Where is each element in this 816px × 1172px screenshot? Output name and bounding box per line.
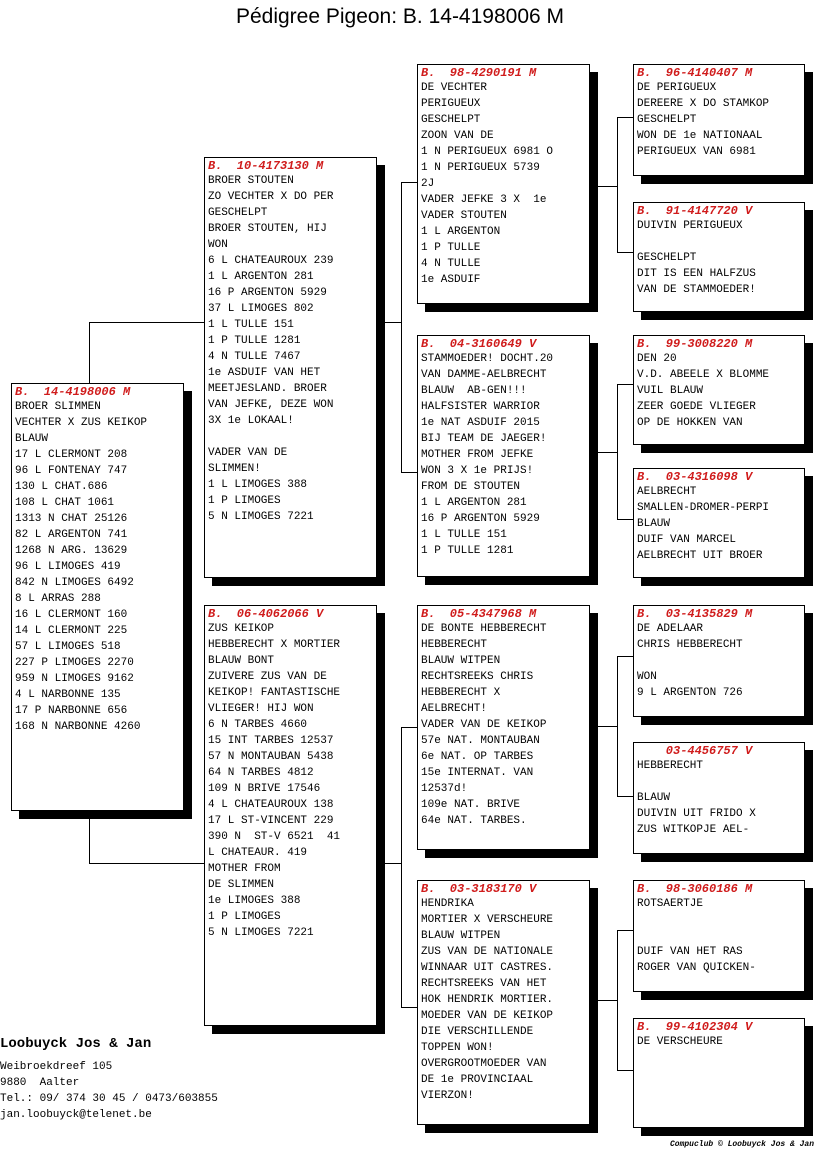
page-title: Pédigree Pigeon: B. 14-4198006 M <box>235 5 565 28</box>
pigeon-info-line <box>637 928 802 944</box>
pigeon-info-line: 1 N PERIGUEUX 5739 <box>421 162 540 174</box>
owner-city: 9880 Aalter <box>0 1077 80 1089</box>
pigeon-info-line: GESCHELPT <box>637 114 697 126</box>
pigeon-card-fmf[interactable] <box>633 335 805 445</box>
connector-line <box>617 930 618 1070</box>
ring-number: B. 99-3008220 M <box>637 337 753 351</box>
pigeon-info-line: VAN DE STAMMOEDER! <box>637 284 756 296</box>
connector-line <box>617 1070 633 1071</box>
pigeon-info-line: 5 N LIMOGES 7221 <box>208 927 314 939</box>
pigeon-info-line: VADER JEFKE 3 X 1e <box>421 194 547 206</box>
pigeon-info-line: WON <box>637 671 657 683</box>
ring-number: B. 14-4198006 M <box>15 385 131 399</box>
pigeon-info-line: 109e NAT. BRIVE <box>421 799 521 811</box>
pigeon-info-line: GESCHELPT <box>637 252 697 264</box>
pigeon-info-line: MOTHER FROM <box>208 863 281 875</box>
pigeon-info-line: BLAUW <box>637 518 671 530</box>
connector-line <box>617 117 633 118</box>
pigeon-info-line: HENDRIKA <box>421 898 474 910</box>
pigeon-info-line: 3X 1e LOKAAL! <box>208 415 294 427</box>
pigeon-info-line: DE SLIMMEN <box>208 879 275 891</box>
pigeon-info-line: 130 L CHAT.686 <box>15 481 108 493</box>
ring-number: B. 98-4290191 M <box>421 66 537 80</box>
ring-number: B. 04-3160649 V <box>421 337 537 351</box>
pigeon-info-line: ZUIVERE ZUS VAN DE <box>208 671 327 683</box>
pigeon-info-line: DUIF VAN MARCEL <box>637 534 737 546</box>
pigeon-info-line: 16 P ARGENTON 5929 <box>421 513 540 525</box>
pigeon-info-line: TOPPEN WON! <box>421 1042 494 1054</box>
pigeon-info-line: 6e NAT. OP TARBES <box>421 751 534 763</box>
connector-line <box>617 519 633 520</box>
pigeon-info-line: BLAUW <box>15 433 49 445</box>
pigeon-info-line: 15e INTERNAT. VAN <box>421 767 534 779</box>
pigeon-info-line: 15 INT TARBES 12537 <box>208 735 334 747</box>
pigeon-info-line: VAN DAMME-AELBRECHT <box>421 369 547 381</box>
pigeon-info-line: VECHTER X ZUS KEIKOP <box>15 417 148 429</box>
pigeon-info-line: 57 L LIMOGES 518 <box>15 641 121 653</box>
owner-phone: Tel.: 09/ 374 30 45 / 0473/603855 <box>0 1093 218 1105</box>
pigeon-info-line: 96 L LIMOGES 419 <box>15 561 121 573</box>
pigeon-info-line: 1313 N CHAT 25126 <box>15 513 128 525</box>
pigeon-info-line: BLAUW BONT <box>208 655 275 667</box>
pigeon-info-line: ZEER GOEDE VLIEGER <box>637 401 756 413</box>
pigeon-info-line: DUIVIN PERIGUEUX <box>637 220 743 232</box>
connector-line <box>598 452 617 453</box>
pigeon-card-mmm[interactable] <box>633 1018 805 1128</box>
pigeon-info-line: HOK HENDRIK MORTIER. <box>421 994 554 1006</box>
pigeon-info-line: 108 L CHAT 1061 <box>15 497 115 509</box>
pigeon-info-line: 12537d! <box>421 783 468 795</box>
connector-line <box>401 727 417 728</box>
pigeon-info-line: DUIF VAN HET RAS <box>637 946 743 958</box>
pigeon-info-line: 4 L CHATEAUROUX 138 <box>208 799 334 811</box>
pigeon-info-line: VIERZON! <box>421 1090 474 1102</box>
pigeon-info-line: 64e NAT. TARBES. <box>421 815 527 827</box>
pigeon-info-line: 14 L CLERMONT 225 <box>15 625 128 637</box>
pigeon-info-line: OVERGROOTMOEDER VAN <box>421 1058 547 1070</box>
footer-credit: Compuclub © Loobuyck Jos & Jan <box>669 1140 814 1149</box>
pigeon-info-line: BLAUW WITPEN <box>421 655 501 667</box>
pigeon-info-line: V.D. ABEELE X BLOMME <box>637 369 770 381</box>
pigeon-info-line: ZUS WITKOPJE AEL- <box>637 824 750 836</box>
pigeon-info-line: MOEDER VAN DE KEIKOP <box>421 1010 554 1022</box>
pigeon-info-line <box>208 429 374 445</box>
ring-number: B. 05-4347968 M <box>421 607 537 621</box>
connector-line <box>376 322 401 323</box>
ring-number: B. 99-4102304 V <box>637 1020 753 1034</box>
pigeon-info-line: SMALLEN-DROMER-PERPI <box>637 502 770 514</box>
connector-line <box>401 182 402 472</box>
pigeon-info-line: 6 L CHATEAUROUX 239 <box>208 255 334 267</box>
pigeon-info-line: OP DE HOKKEN VAN <box>637 417 743 429</box>
pigeon-info-line: ZUS KEIKOP <box>208 623 275 635</box>
pigeon-info-line: BROER STOUTEN, HIJ <box>208 223 327 235</box>
pigeon-info-line: CHRIS HEBBERECHT <box>637 639 743 651</box>
pigeon-info-line: 1 L TULLE 151 <box>421 529 507 541</box>
pigeon-info-line <box>637 912 802 928</box>
pigeon-info-line: 4 N TULLE 7467 <box>208 351 301 363</box>
pigeon-card-father[interactable] <box>204 157 377 578</box>
pigeon-info-line: 17 L CLERMONT 208 <box>15 449 128 461</box>
connector-line <box>376 863 401 864</box>
pigeon-info-line: 390 N ST-V 6521 41 <box>208 831 341 843</box>
pigeon-info-line: RECHTSREEKS VAN HET <box>421 978 547 990</box>
pigeon-card-mff[interactable] <box>633 605 805 717</box>
pigeon-info-line: HEBBERECHT <box>421 639 488 651</box>
pigeon-info-line <box>637 774 802 790</box>
ring-number: B. 10-4173130 M <box>208 159 324 173</box>
pigeon-info-line: 17 P NARBONNE 656 <box>15 705 128 717</box>
connector-line <box>89 322 90 384</box>
ring-number: B. 91-4147720 V <box>637 204 753 218</box>
pigeon-info-line: AELBRECHT UIT BROER <box>637 550 763 562</box>
connector-line <box>598 1000 617 1001</box>
ring-number: B. 06-4062066 V <box>208 607 324 621</box>
connector-line <box>89 322 204 323</box>
owner-address <box>0 1059 218 1123</box>
pigeon-info-line: DE PERIGUEUX <box>637 82 717 94</box>
pigeon-info-line: KEIKOP! FANTASTISCHE <box>208 687 341 699</box>
ring-number: 03-4456757 V <box>637 744 753 758</box>
pigeon-info-line: DE VECHTER <box>421 82 488 94</box>
pigeon-info-line: 17 L ST-VINCENT 229 <box>208 815 334 827</box>
connector-line <box>89 810 90 863</box>
pigeon-card-mother[interactable] <box>204 605 377 1026</box>
pigeon-info-line: 96 L FONTENAY 747 <box>15 465 128 477</box>
owner-street: Weibroekdreef 105 <box>0 1061 113 1073</box>
pigeon-info-line: FROM DE STOUTEN <box>421 481 521 493</box>
pigeon-info-line: VAN JEFKE, DEZE WON <box>208 399 334 411</box>
pigeon-info-line: SLIMMEN! <box>208 463 261 475</box>
pigeon-info-line: 1 P LIMOGES <box>208 495 281 507</box>
pigeon-info-line: 1 P TULLE <box>421 242 481 254</box>
connector-line <box>617 384 618 519</box>
pigeon-info-line: 1e ASDUIF VAN HET <box>208 367 321 379</box>
pigeon-info-line: 1e LIMOGES 388 <box>208 895 301 907</box>
connector-line <box>598 186 617 187</box>
pigeon-info-line: 57e NAT. MONTAUBAN <box>421 735 540 747</box>
pigeon-info-line: VADER VAN DE <box>208 447 288 459</box>
pigeon-info-line: 64 N TARBES 4812 <box>208 767 314 779</box>
pigeon-info-line: DEN 20 <box>637 353 677 365</box>
pigeon-info-line: 842 N LIMOGES 6492 <box>15 577 134 589</box>
pigeon-info-line: DE BONTE HEBBERECHT <box>421 623 547 635</box>
owner-email[interactable]: jan.loobuyck@telenet.be <box>0 1109 152 1121</box>
pigeon-info-line: 1e NAT ASDUIF 2015 <box>421 417 540 429</box>
pigeon-info-line: PERIGUEUX VAN 6981 <box>637 146 756 158</box>
pigeon-info-line: VUIL BLAUW <box>637 385 704 397</box>
pigeon-info-line: ZOON VAN DE <box>421 130 494 142</box>
connector-line <box>617 796 633 797</box>
connector-line <box>89 863 204 864</box>
pigeon-info-line: VADER VAN DE KEIKOP <box>421 719 547 731</box>
pigeon-info-line: 57 N MONTAUBAN 5438 <box>208 751 334 763</box>
pigeon-card-mmf[interactable] <box>633 880 805 992</box>
pigeon-info-line: DE 1e PROVINCIAAL <box>421 1074 534 1086</box>
pigeon-info-line: HEBBERECHT <box>637 760 704 772</box>
connector-line <box>401 727 402 1007</box>
pigeon-info-line: WON DE 1e NATIONAAL <box>637 130 763 142</box>
pigeon-card-mother-father[interactable] <box>417 605 590 850</box>
connector-line <box>401 1007 417 1008</box>
pigeon-info-line: HEBBERECHT X <box>421 687 501 699</box>
ring-number: B. 96-4140407 M <box>637 66 753 80</box>
pigeon-info-line <box>637 234 802 250</box>
connector-line <box>617 117 618 252</box>
pigeon-info-line: BLAUW <box>637 792 671 804</box>
pigeon-info-line: AELBRECHT <box>637 486 697 498</box>
pigeon-info-line: 1e ASDUIF <box>421 274 481 286</box>
pigeon-info-line: BLAUW WITPEN <box>421 930 501 942</box>
pigeon-info-line: GESCHELPT <box>208 207 268 219</box>
connector-line <box>617 656 618 796</box>
pigeon-info-line: WON <box>208 239 228 251</box>
pigeon-info-line: 1 N PERIGUEUX 6981 O <box>421 146 554 158</box>
pigeon-info-line: HALFSISTER WARRIOR <box>421 401 540 413</box>
pigeon-info-line: 4 N TULLE <box>421 258 481 270</box>
pigeon-info-line: BROER STOUTEN <box>208 175 294 187</box>
pigeon-card-mfm[interactable] <box>633 742 805 854</box>
pigeon-info-line: 227 P LIMOGES 2270 <box>15 657 134 669</box>
pigeon-info-line: WINNAAR UIT CASTRES. <box>421 962 554 974</box>
pigeon-info-line: 6 N TARBES 4660 <box>208 719 308 731</box>
pigeon-info-line: STAMMOEDER! DOCHT.20 <box>421 353 554 365</box>
pigeon-info-line: VLIEGER! HIJ WON <box>208 703 314 715</box>
pigeon-info-line: RECHTSREEKS CHRIS <box>421 671 534 683</box>
pigeon-info-line: 5 N LIMOGES 7221 <box>208 511 314 523</box>
pigeon-info-line: BIJ TEAM DE JAEGER! <box>421 433 547 445</box>
pigeon-info-line: ROTSAERTJE <box>637 898 704 910</box>
pigeon-card-father-mother[interactable] <box>417 335 590 577</box>
pigeon-info-line: 1 L TULLE 151 <box>208 319 294 331</box>
pigeon-info-line: ZUS VAN DE NATIONALE <box>421 946 554 958</box>
owner-name: Loobuyck Jos & Jan <box>0 1036 152 1052</box>
pigeon-info-line: 16 P ARGENTON 5929 <box>208 287 327 299</box>
pigeon-info-line: BLAUW AB-GEN!!! <box>421 385 527 397</box>
pigeon-info-line: HEBBERECHT X MORTIER <box>208 639 341 651</box>
connector-line <box>617 656 633 657</box>
pigeon-info-line: 1 L ARGENTON 281 <box>208 271 314 283</box>
pigeon-info-line: DIE VERSCHILLENDE <box>421 1026 534 1038</box>
pigeon-info-line: 1 L ARGENTON 281 <box>421 497 527 509</box>
pigeon-info-line: PERIGUEUX <box>421 98 481 110</box>
pigeon-info-line: 1 P TULLE 1281 <box>208 335 301 347</box>
pigeon-info-line: ZO VECHTER X DO PER <box>208 191 334 203</box>
pigeon-info-line: 1268 N ARG. 13629 <box>15 545 128 557</box>
ring-number: B. 98-3060186 M <box>637 882 753 896</box>
pigeon-info-line: 4 L NARBONNE 135 <box>15 689 121 701</box>
connector-line <box>617 252 633 253</box>
pigeon-info-line: 2J <box>421 178 435 190</box>
pigeon-info-line: DE ADELAAR <box>637 623 704 635</box>
pigeon-info-line: BROER SLIMMEN <box>15 401 101 413</box>
pigeon-card-fmm[interactable] <box>633 468 805 578</box>
ring-number: B. 03-3183170 V <box>421 882 537 896</box>
pigeon-info-line: 1 P TULLE 1281 <box>421 545 514 557</box>
pigeon-info-line: MEETJESLAND. BROER <box>208 383 327 395</box>
pigeon-info-line: ROGER VAN QUICKEN- <box>637 962 756 974</box>
pigeon-info-line: 9 L ARGENTON 726 <box>637 687 743 699</box>
pigeon-card-ffm[interactable] <box>633 202 805 312</box>
pigeon-info-line: 168 N NARBONNE 4260 <box>15 721 141 733</box>
pigeon-info-line: AELBRECHT! <box>421 703 488 715</box>
pigeon-info-line: 82 L ARGENTON 741 <box>15 529 128 541</box>
pigeon-info-line: 1 P LIMOGES <box>208 911 281 923</box>
ring-number: B. 03-4135829 M <box>637 607 753 621</box>
pigeon-info-line: 16 L CLERMONT 160 <box>15 609 128 621</box>
connector-line <box>401 182 417 183</box>
pigeon-info-line: 109 N BRIVE 17546 <box>208 783 321 795</box>
pigeon-info-line: L CHATEAUR. 419 <box>208 847 308 859</box>
pigeon-card-father-father[interactable] <box>417 64 590 304</box>
pigeon-info-line: MOTHER FROM JEFKE <box>421 449 534 461</box>
pigeon-info-line: DEREERE X DO STAMKOP <box>637 98 770 110</box>
pigeon-info-line <box>637 653 802 669</box>
pigeon-info-line: VADER STOUTEN <box>421 210 507 222</box>
pigeon-info-line: 1 L LIMOGES 388 <box>208 479 308 491</box>
pigeon-info-line: 8 L ARRAS 288 <box>15 593 101 605</box>
pigeon-info-line: 37 L LIMOGES 802 <box>208 303 314 315</box>
pigeon-card-subject[interactable] <box>11 383 184 811</box>
pigeon-card-mother-mother[interactable] <box>417 880 590 1125</box>
pigeon-info-line: WON 3 X 1e PRIJS! <box>421 465 534 477</box>
pigeon-info-line: DE VERSCHEURE <box>637 1036 723 1048</box>
pigeon-info-line: DIT IS EEN HALFZUS <box>637 268 756 280</box>
connector-line <box>617 384 633 385</box>
pigeon-info-line: GESCHELPT <box>421 114 481 126</box>
ring-number: B. 03-4316098 V <box>637 470 753 484</box>
connector-line <box>401 472 417 473</box>
pigeon-info-line: 1 L ARGENTON <box>421 226 501 238</box>
connector-line <box>617 930 633 931</box>
pigeon-card-fff[interactable] <box>633 64 805 176</box>
pigeon-info-line: MORTIER X VERSCHEURE <box>421 914 554 926</box>
pigeon-info-line: 959 N LIMOGES 9162 <box>15 673 134 685</box>
pigeon-info-line: DUIVIN UIT FRIDO X <box>637 808 756 820</box>
connector-line <box>598 726 617 727</box>
